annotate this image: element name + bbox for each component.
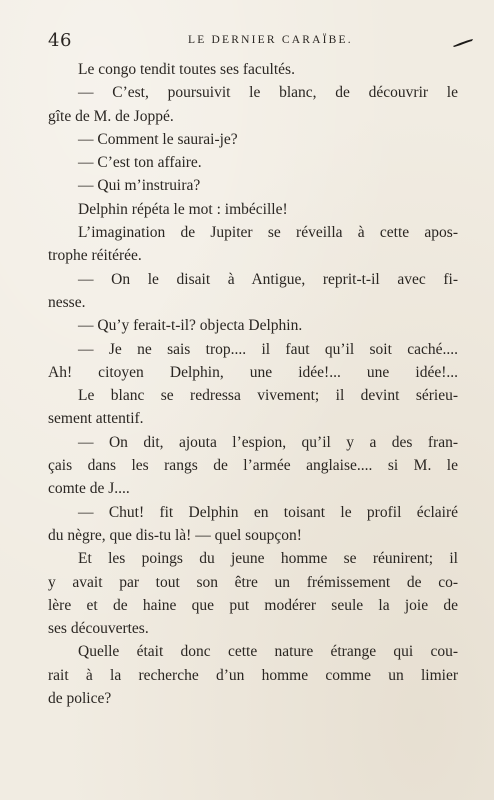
body-text [48, 58, 458, 710]
text-line: — Chut! fit Delphin en toisant le profil éclairé [78, 503, 458, 521]
ink-blot-mark [452, 38, 474, 48]
text-line: Delphin répéta le mot : imbécille! [78, 200, 288, 218]
text-line: — On dit, ajouta l’espion, qu’il y a des fran- [78, 433, 458, 451]
text-line: Quelle était donc cette nature étrange qui cou- [78, 643, 458, 661]
text-line: gîte de M. de Joppé. [48, 107, 174, 125]
text-line: ses découvertes. [48, 620, 149, 638]
text-line: — C’est, poursuivit le blanc, de découvrir le [78, 84, 458, 102]
text-line: — Comment le saurai-je? [78, 130, 238, 148]
text-line: — On le disait à Antigue, reprit-t-il avec fi- [78, 270, 458, 288]
text-line: L’imagination de Jupiter se réveilla à cette apos- [78, 224, 458, 242]
text-line: — Qui m’instruira? [78, 177, 201, 195]
running-title: LE DERNIER CARAÏBE. [188, 34, 353, 46]
text-line: rait à la recherche d’un homme comme un limier [48, 666, 458, 684]
text-line: nesse. [48, 293, 86, 311]
text-line: trophe réitérée. [48, 247, 142, 265]
text-line: lère et de haine que put modérer seule la joie de [48, 596, 458, 614]
text-line: du nègre, que dis-tu là! — quel soupçon! [48, 526, 302, 544]
text-line: — Qu’y ferait-t-il? objecta Delphin. [78, 317, 303, 335]
text-line: sement attentif. [48, 410, 144, 428]
text-line: — Je ne sais trop.... il faut qu’il soit caché.... [78, 340, 458, 358]
page-number: 46 [48, 30, 72, 51]
text-line: Le blanc se redressa vivement; il devint sérieu- [78, 387, 458, 405]
text-line: Le congo tendit toutes ses facultés. [78, 61, 295, 78]
text-line: comte de J.... [48, 480, 130, 498]
text-line: Ah! citoyen Delphin, une idée!... une idée!... [48, 363, 458, 381]
text-line: çais dans les rangs de l’armée anglaise.... si M. le [48, 457, 458, 475]
page-header [0, 30, 494, 54]
text-line: y avait par tout son être un frémissement de co- [48, 573, 458, 591]
text-line: — C’est ton affaire. [78, 154, 202, 172]
text-line: de police? [48, 690, 112, 708]
text-line: Et les poings du jeune homme se réunirent; il [78, 550, 458, 568]
